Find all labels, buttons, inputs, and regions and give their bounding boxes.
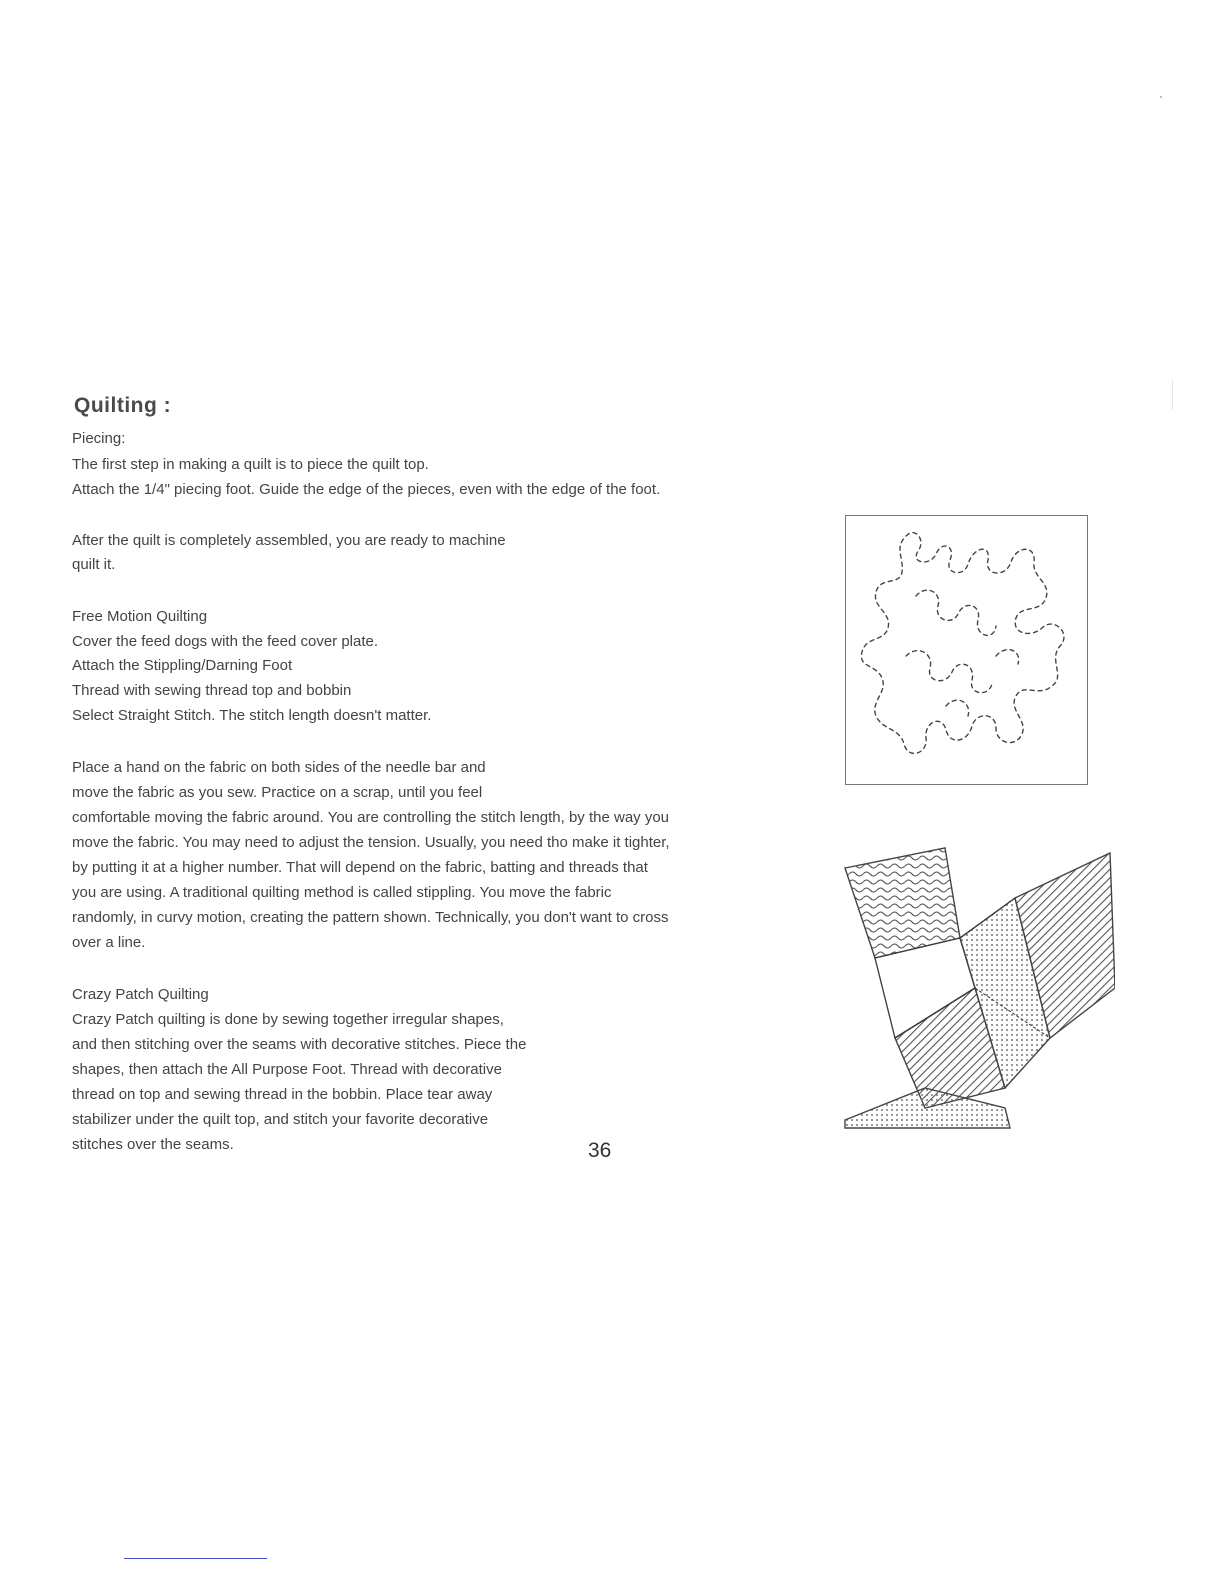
- free-motion-step-4: Select Straight Stitch. The stitch length doesn't matter.: [72, 707, 432, 724]
- crazy-patch-line-1: Crazy Patch quilting is done by sewing together irregular shapes,: [72, 1011, 504, 1028]
- technique-line-1: Place a hand on the fabric on both sides of the needle bar and: [72, 759, 486, 776]
- section-title: Quilting :: [74, 394, 172, 417]
- technique-line-5: by putting it at a higher number. That will depend on the fabric, batting and threads that: [72, 859, 648, 876]
- scan-speck: [1160, 96, 1162, 98]
- technique-line-2: move the fabric as you sew. Practice on a scrap, until you feel: [72, 784, 483, 801]
- crazy-patch-line-5: stabilizer under the quilt top, and stitch your favorite decorative: [72, 1111, 489, 1128]
- free-motion-step-1: Cover the feed dogs with the feed cover plate.: [72, 633, 379, 650]
- piecing-heading: Piecing:: [72, 430, 126, 447]
- crazy-patch-heading: Crazy Patch Quilting: [72, 986, 209, 1003]
- piecing-line-1: The first step in making a quilt is to piece the quilt top.: [72, 456, 429, 473]
- crazy-patch-line-6: stitches over the seams.: [72, 1136, 234, 1153]
- technique-line-3: comfortable moving the fabric around. You are controlling the stitch length, by the way you: [72, 809, 670, 826]
- free-motion-step-2: Attach the Stippling/Darning Foot: [72, 657, 293, 674]
- technique-line-7: randomly, in curvy motion, creating the pattern shown. Technically, you don't want to cross: [72, 909, 669, 926]
- stippling-illustration: [845, 515, 1088, 785]
- free-motion-heading: Free Motion Quilting: [72, 608, 208, 625]
- technique-line-6: you are using. A traditional quilting method is called stippling. You move the fabric: [72, 884, 612, 901]
- footer-rule: [124, 1558, 267, 1559]
- assembled-line-2: quilt it.: [72, 556, 116, 573]
- assembled-line-1: After the quilt is completely assembled, you are ready to machine: [72, 532, 506, 549]
- crazy-patch-illustration: [835, 838, 1115, 1130]
- scan-mark: [1172, 380, 1173, 410]
- crazy-patch-line-4: thread on top and sewing thread in the bobbin. Place tear away: [72, 1086, 493, 1103]
- technique-line-8: over a line.: [72, 934, 146, 951]
- crazy-patch-line-2: and then stitching over the seams with decorative stitches. Piece the: [72, 1036, 527, 1053]
- free-motion-step-3: Thread with sewing thread top and bobbin: [72, 682, 352, 699]
- crazy-patch-line-3: shapes, then attach the All Purpose Foot. Thread with decorative: [72, 1061, 502, 1078]
- page-number: 36: [588, 1139, 612, 1162]
- technique-line-4: move the fabric. You may need to adjust the tension. Usually, you need tho make it tighter,: [72, 834, 670, 851]
- piecing-line-2: Attach the 1/4" piecing foot. Guide the edge of the pieces, even with the edge of the foot.: [72, 481, 661, 498]
